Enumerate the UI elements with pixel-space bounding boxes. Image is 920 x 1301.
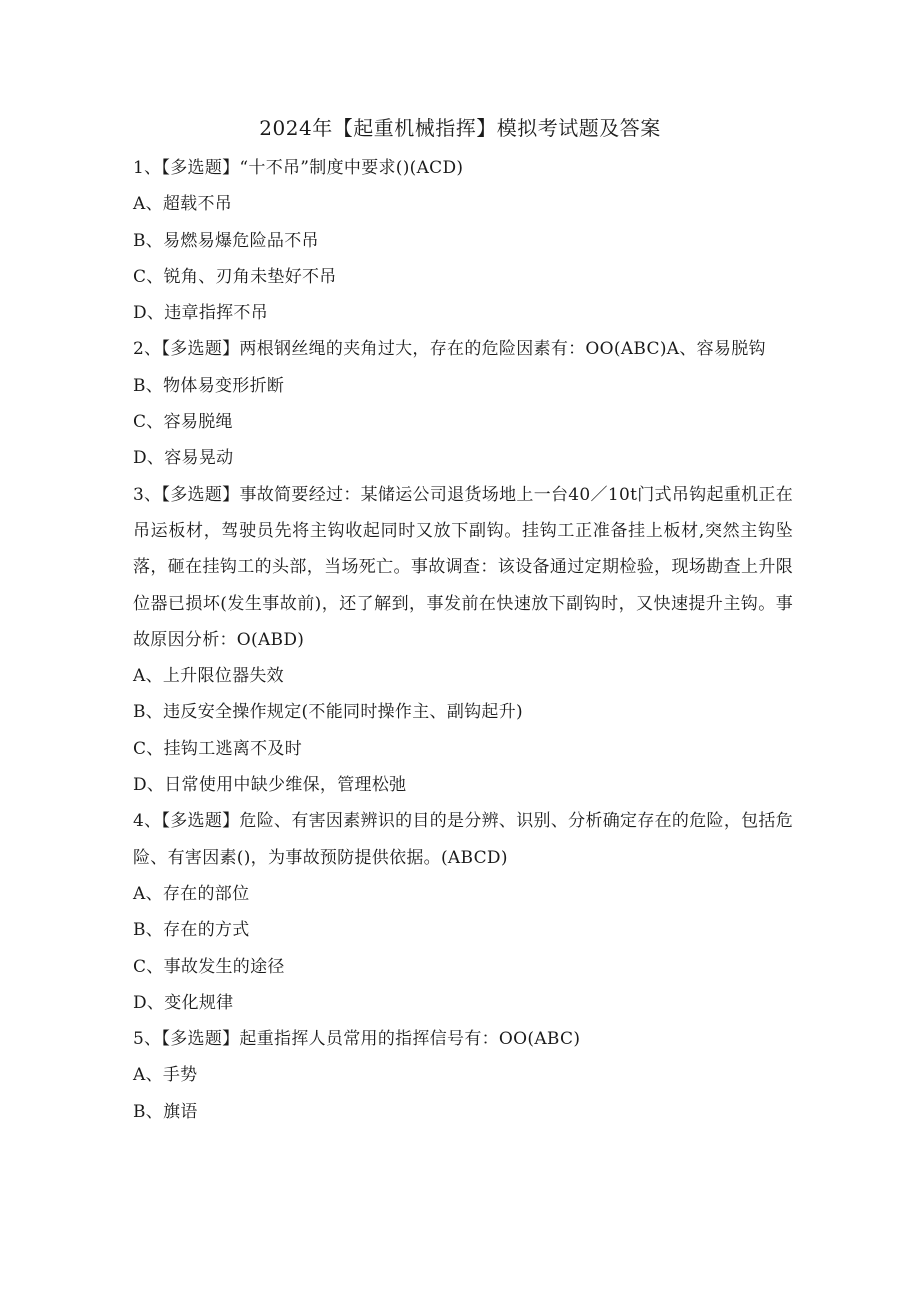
question-list: [133, 150, 793, 1130]
option-b: B、存在的方式: [133, 920, 250, 941]
option-a: A、存在的部位: [133, 883, 250, 904]
option-b: B、旗语: [133, 1101, 198, 1122]
option-b: B、违反安全操作规定(不能同时操作主、副钩起升): [133, 702, 523, 723]
option-c: C、锐角、刃角未垫好不吊: [133, 266, 337, 287]
question-2: [133, 331, 793, 476]
question-3: [133, 477, 793, 804]
option-a: A、手势: [133, 1065, 198, 1086]
question-4: [133, 803, 793, 1021]
question-text: 5、【多选题】起重指挥人员常用的指挥信号有：OO(ABC): [133, 1029, 581, 1050]
option-a: A、超载不吊: [133, 194, 233, 215]
question-1: [133, 150, 793, 331]
option-b: B、易燃易爆危险品不吊: [133, 230, 319, 251]
option-a: A、上升限位器失效: [133, 666, 284, 687]
document-title: 2024年【起重机械指挥】模拟考试题及答案: [259, 116, 661, 140]
option-d: D、违章指挥不吊: [133, 303, 269, 324]
question-text: 1、【多选题】“十不吊”制度中要求()(ACD): [133, 158, 464, 178]
question-text: 4、【多选题】危险、有害因素辨识的目的是分辨、识别、分析确定存在的危险，包括危险、有害因素()，为事故预防提供依据。(ABCD): [133, 811, 794, 868]
option-d: D、容易晃动: [133, 448, 234, 469]
option-d: D、日常使用中缺少维保，管理松弛: [133, 775, 407, 796]
question-text: 3、【多选题】事故简要经过：某储运公司退货场地上一台40／10t门式吊钩起重机正在吊运板材，驾驶员先将主钩收起同时又放下副钩。挂钩工正准备挂上板材,突然主钩坠落，砸在挂钩工的头部，当场死亡。事故调查：该设备通过定期检验，现场勘查上升限位器已损坏(发生事故前)，还了解到，事发前在快速放下副钩时，又快速提升主钩。事故原因分析：O(ABD): [133, 484, 793, 650]
option-b: B、物体易变形折断: [133, 375, 285, 396]
option-c: C、容易脱绳: [133, 412, 233, 433]
option-c: C、挂钩工逃离不及时: [133, 738, 303, 759]
question-5: [133, 1021, 793, 1130]
question-text: 2、【多选题】两根钢丝绳的夹角过大，存在的危险因素有：OO(ABC)A、容易脱钩: [133, 339, 766, 360]
option-d: D、变化规律: [133, 992, 234, 1013]
option-c: C、事故发生的途径: [133, 956, 285, 977]
